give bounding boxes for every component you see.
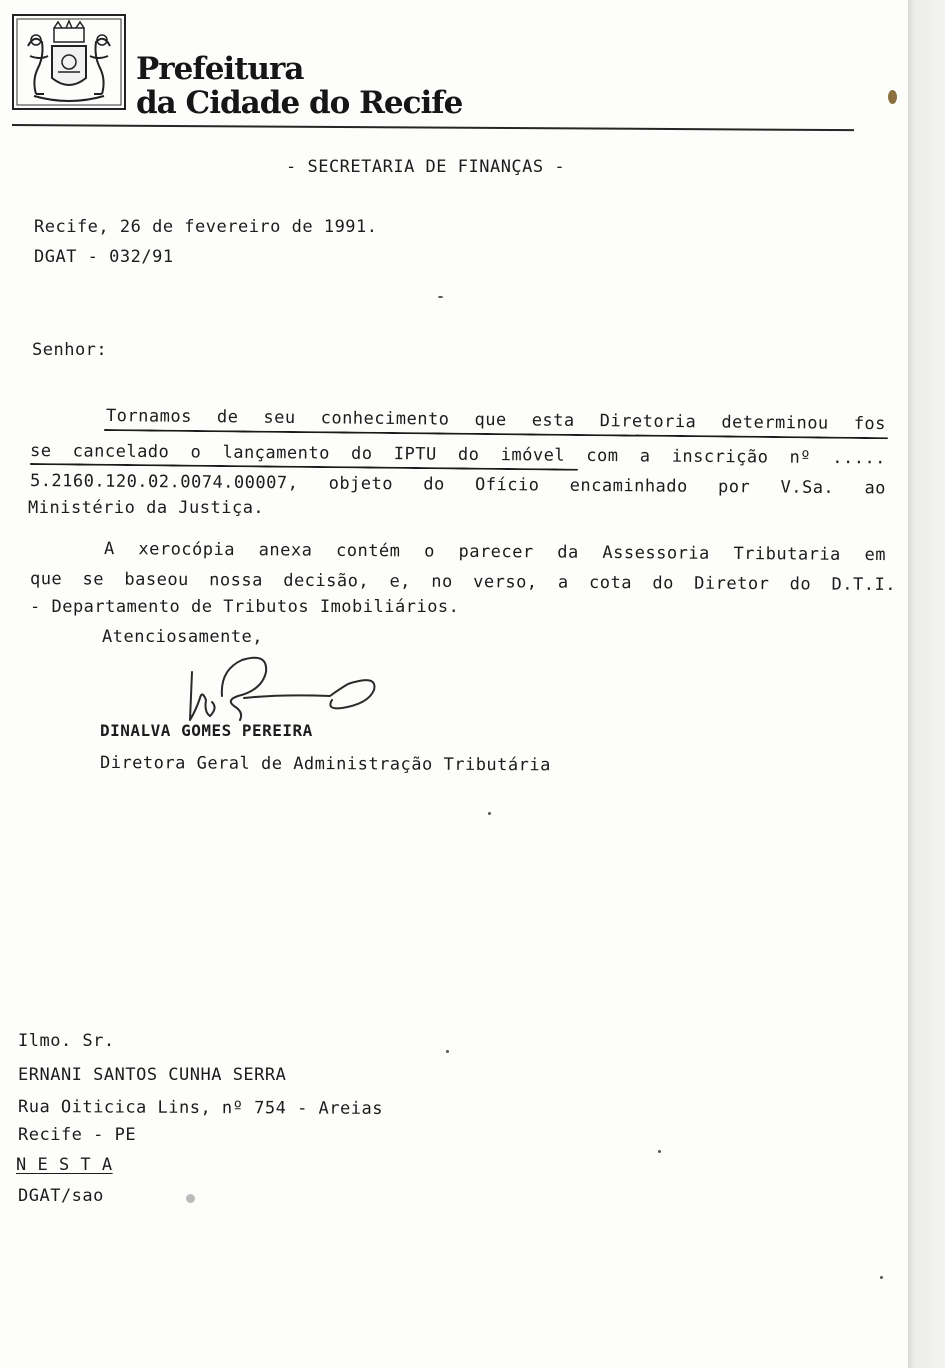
city-coat-of-arms-logo bbox=[12, 14, 126, 110]
municipality-name-line2: da Cidade do Recife bbox=[136, 85, 463, 121]
coat-of-arms-icon bbox=[14, 16, 124, 108]
paragraph1-line3: 5.2160.120.02.0074.00007, objeto do Ofício encaminhado por V.Sa. ao bbox=[29, 471, 887, 499]
salutation: Senhor: bbox=[32, 340, 108, 360]
delivery-note: N E S T A bbox=[16, 1155, 113, 1175]
addressee-name: ERNANI SANTOS CUNHA SERRA bbox=[18, 1065, 287, 1085]
scan-speck bbox=[880, 1276, 883, 1279]
reference-number: DGAT - 032/91 bbox=[34, 247, 174, 267]
scan-speck bbox=[186, 1194, 195, 1203]
municipality-name-line1: Prefeitura bbox=[136, 51, 304, 87]
paragraph2-line2: que se baseou nossa decisão, e, no verso, a cota do Diretor do D.T.I. bbox=[29, 569, 897, 596]
scan-speck bbox=[446, 1050, 449, 1053]
closing: Atenciosamente, bbox=[102, 627, 264, 647]
scanner-edge bbox=[908, 0, 945, 1368]
paragraph1-line1: Tornamos de seu conhecimento que esta Diretoria determinou fos bbox=[105, 406, 887, 435]
scan-speck bbox=[438, 296, 443, 298]
addressee-street: Rua Oiticica Lins, nº 754 - Areias bbox=[17, 1097, 384, 1119]
scan-speck bbox=[658, 1150, 661, 1153]
header-divider bbox=[12, 124, 854, 131]
municipality-name bbox=[136, 52, 462, 120]
paragraph1-line2: se cancelado o lançamento do IPTU do imóvel com a inscrição nº ..... bbox=[29, 441, 887, 469]
scan-speck bbox=[488, 812, 491, 815]
signer-name: DINALVA GOMES PEREIRA bbox=[100, 721, 313, 740]
department-heading: - SECRETARIA DE FINANÇAS - bbox=[286, 157, 566, 177]
paragraph2-line3: - Departamento de Tributos Imobiliários. bbox=[30, 597, 460, 617]
footer-reference: DGAT/sao bbox=[18, 1186, 104, 1206]
addressee-salutation: Ilmo. Sr. bbox=[18, 1031, 115, 1051]
paragraph2-line1: A xerocópia anexa contém o parecer da Assessoria Tributaria em bbox=[103, 539, 887, 566]
date-line: Recife, 26 de fevereiro de 1991. bbox=[34, 217, 378, 237]
scan-speck bbox=[888, 90, 897, 104]
handwritten-signature bbox=[182, 650, 382, 730]
addressee-city: Recife - PE bbox=[18, 1125, 137, 1145]
paragraph1-line4: Ministério da Justiça. bbox=[28, 498, 265, 518]
signer-title: Diretora Geral de Administração Tributária bbox=[99, 753, 551, 776]
